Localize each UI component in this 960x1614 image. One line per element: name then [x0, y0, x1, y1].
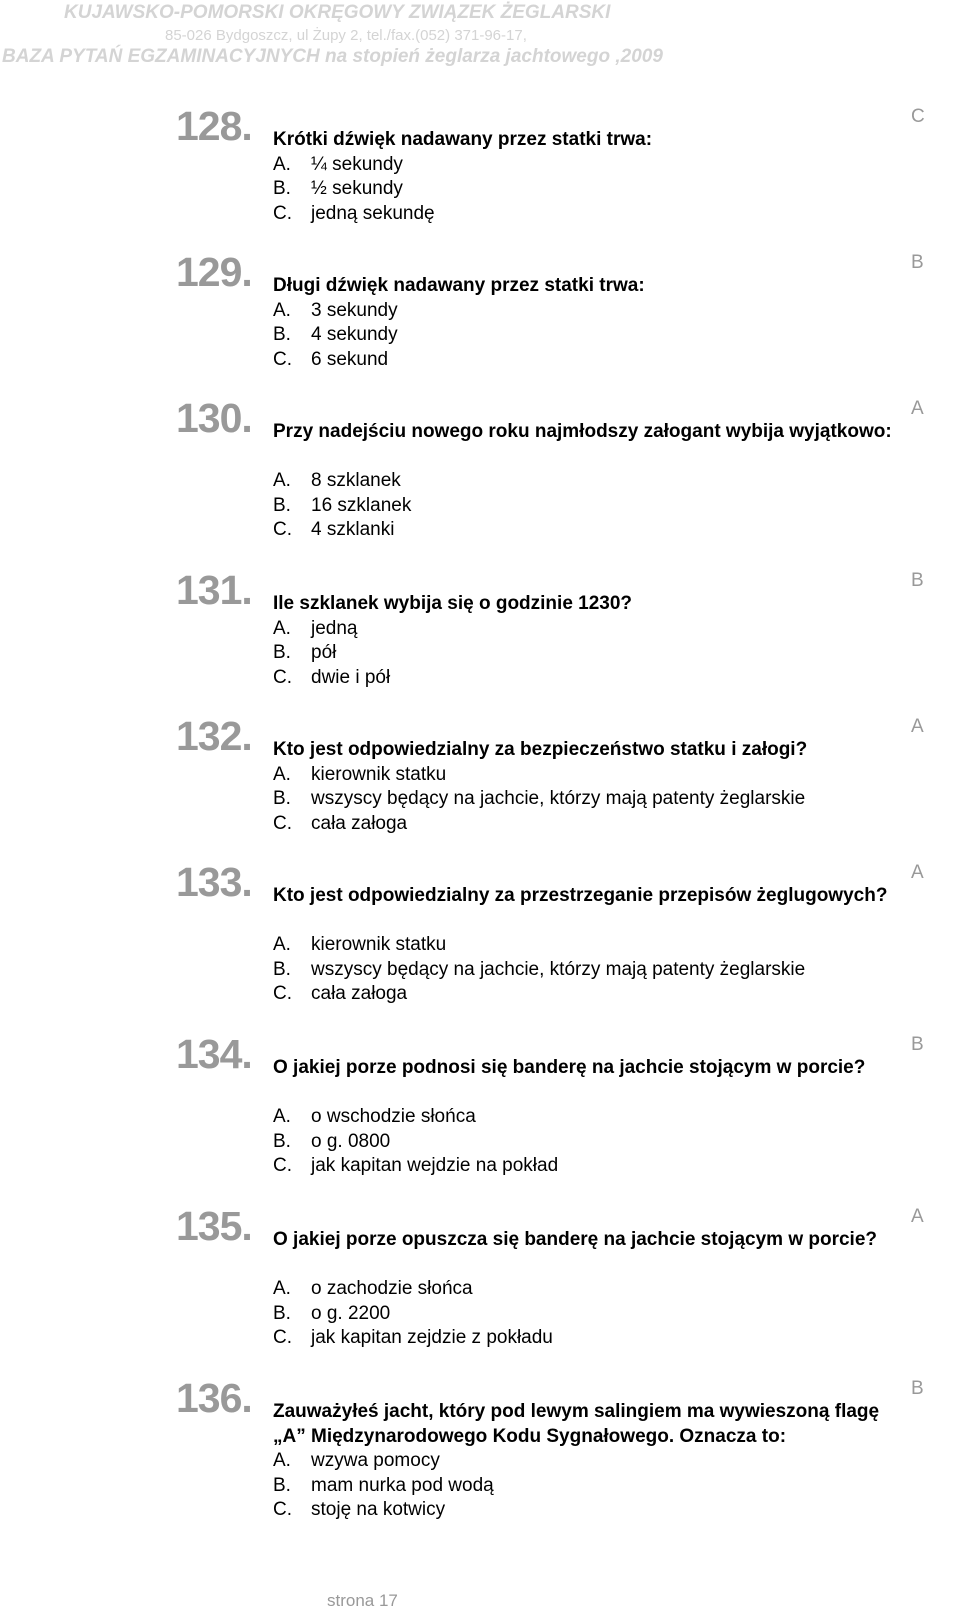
- option-text: cała załoga: [311, 983, 408, 1004]
- question-number: 134.: [176, 1031, 252, 1077]
- answer-option: [273, 153, 435, 178]
- option-text: pół: [311, 642, 337, 663]
- option-text: cała załoga: [311, 812, 408, 834]
- option-letter: C.: [273, 666, 292, 688]
- answer-options: [273, 153, 435, 227]
- question-text: Przy nadejściu nowego roku najmłodszy załogant wybija wyjątkowo:: [273, 421, 892, 442]
- option-text: wszyscy będący na jachcie, którzy mają patenty żeglarskie: [311, 958, 806, 980]
- option-letter: B.: [273, 494, 291, 516]
- answer-option: [273, 666, 390, 691]
- question-number: 128.: [176, 103, 252, 149]
- header-subtitle: BAZA PYTAŃ EGZAMINACYJNYCH na stopień żeglarza jachtowego ‚2009: [2, 46, 663, 67]
- answer-options: [273, 1449, 494, 1523]
- answer-key: B: [911, 1378, 924, 1399]
- option-letter: A.: [273, 1106, 291, 1127]
- question-number: 130.: [176, 395, 252, 441]
- question-number: 129.: [176, 249, 252, 295]
- question-text: Krótki dźwięk nadawany przez statki trwa:: [273, 129, 653, 150]
- answer-option: [273, 177, 435, 202]
- option-letter: C.: [273, 983, 292, 1004]
- option-text: 4 szklanki: [311, 519, 395, 540]
- option-text: jedną sekundę: [311, 202, 435, 224]
- option-letter: A.: [273, 153, 291, 175]
- answer-options: [273, 1105, 558, 1179]
- option-text: jedną: [311, 617, 358, 639]
- option-letter: C.: [273, 348, 292, 370]
- question-number: 135.: [176, 1203, 252, 1249]
- option-letter: A.: [273, 934, 291, 955]
- answer-option: [273, 1277, 553, 1302]
- answer-options: [273, 1277, 553, 1351]
- answer-key: A: [911, 862, 924, 883]
- option-text: kierownik statku: [311, 934, 447, 955]
- answer-option: [273, 299, 398, 324]
- option-text: o g. 2200: [311, 1302, 391, 1324]
- option-text: jak kapitan zejdzie z pokładu: [311, 1327, 553, 1348]
- answer-option: [273, 787, 805, 812]
- answer-key: B: [911, 252, 924, 273]
- answer-option: [273, 1302, 553, 1327]
- answer-option: [273, 812, 805, 837]
- option-letter: B.: [273, 1302, 291, 1324]
- option-letter: A.: [273, 1450, 291, 1471]
- option-letter: B.: [273, 1474, 291, 1496]
- question-number: 132.: [176, 713, 252, 759]
- answer-key: C: [911, 106, 925, 127]
- question-text: O jakiej porze podnosi się banderę na jachcie stojącym w porcie?: [273, 1057, 866, 1078]
- answer-options: [273, 299, 398, 373]
- answer-option: [273, 202, 435, 227]
- answer-option: [273, 1474, 494, 1499]
- option-letter: B.: [273, 178, 291, 199]
- option-text: wszyscy będący na jachcie, którzy mają patenty żeglarskie: [311, 788, 806, 809]
- option-letter: C.: [273, 519, 292, 540]
- answer-key: A: [911, 398, 924, 419]
- answer-option: [273, 348, 398, 373]
- option-letter: B.: [273, 1130, 291, 1152]
- answer-options: [273, 933, 805, 1007]
- answer-key: A: [911, 716, 924, 737]
- option-text: mam nurka pod wodą: [311, 1474, 494, 1496]
- answer-options: [273, 617, 390, 691]
- option-text: wzywa pomocy: [311, 1450, 440, 1471]
- answer-option: [273, 1449, 494, 1474]
- option-text: o zachodzie słońca: [311, 1278, 473, 1299]
- option-letter: C.: [273, 812, 292, 834]
- question-number: 131.: [176, 567, 252, 613]
- question-text: Ile szklanek wybija się o godzinie 1230?: [273, 593, 633, 614]
- answer-option: [273, 1326, 553, 1351]
- answer-option: [273, 1498, 494, 1523]
- answer-option: [273, 617, 390, 642]
- answer-option: [273, 982, 805, 1007]
- option-text: 6 sekund: [311, 348, 389, 370]
- question-number: 133.: [176, 859, 252, 905]
- option-text: 8 szklanek: [311, 470, 401, 491]
- option-text: 3 sekundy: [311, 299, 398, 321]
- page-number: strona 17: [327, 1591, 398, 1610]
- option-letter: B.: [273, 642, 291, 663]
- answer-option: [273, 323, 398, 348]
- option-text: ½ sekundy: [311, 178, 403, 199]
- answer-option: [273, 1130, 558, 1155]
- option-text: dwie i pół: [311, 666, 391, 688]
- answer-option: [273, 641, 390, 666]
- option-text: 4 sekundy: [311, 324, 398, 345]
- question-text: Kto jest odpowiedzialny za przestrzeganie przepisów żeglugowych?: [273, 885, 888, 906]
- option-text: kierownik statku: [311, 763, 447, 785]
- option-text: ¼ sekundy: [311, 153, 403, 175]
- option-letter: C.: [273, 202, 292, 224]
- answer-option: [273, 933, 805, 958]
- option-letter: A.: [273, 1278, 291, 1299]
- option-text: o wschodzie słońca: [311, 1106, 476, 1127]
- answer-option: [273, 518, 411, 543]
- answer-option: [273, 494, 411, 519]
- question-text: Kto jest odpowiedzialny za bezpieczeństwo statku i załogi?: [273, 739, 808, 760]
- option-letter: C.: [273, 1327, 292, 1348]
- answer-option: [273, 958, 805, 983]
- option-letter: B.: [273, 958, 291, 980]
- question-text: O jakiej porze opuszcza się banderę na jachcie stojącym w porcie?: [273, 1229, 878, 1250]
- question-text: Długi dźwięk nadawany przez statki trwa:: [273, 275, 645, 296]
- answer-key: A: [911, 1206, 924, 1227]
- answer-option: [273, 469, 411, 494]
- option-letter: A.: [273, 617, 291, 639]
- question-text: Zauważyłeś jacht, który pod lewym salingiem ma wywieszoną flagę „A” Międzynarodowego Kodu Sygnałowego. Oznacza to:: [273, 1401, 880, 1447]
- header-address: 85-026 Bydgoszcz, ul Żupy 2, tel./fax.(052) 371-96-17,: [165, 27, 527, 44]
- option-letter: B.: [273, 788, 291, 809]
- question-number: 136.: [176, 1375, 252, 1421]
- answer-option: [273, 1105, 558, 1130]
- header-title: KUJAWSKO-POMORSKI OKRĘGOWY ZWIĄZEK ŻEGLARSKI: [64, 2, 611, 23]
- option-letter: A.: [273, 763, 291, 785]
- answer-option: [273, 763, 805, 788]
- option-text: stoję na kotwicy: [311, 1499, 446, 1520]
- option-letter: A.: [273, 299, 291, 321]
- answer-key: B: [911, 570, 924, 591]
- answer-options: [273, 763, 805, 837]
- option-letter: C.: [273, 1155, 292, 1176]
- answer-option: [273, 1154, 558, 1179]
- answer-key: B: [911, 1034, 924, 1055]
- option-text: jak kapitan wejdzie na pokład: [311, 1155, 559, 1176]
- option-letter: A.: [273, 470, 291, 491]
- answer-options: [273, 469, 411, 543]
- option-text: o g. 0800: [311, 1130, 391, 1152]
- option-letter: B.: [273, 324, 291, 345]
- option-letter: C.: [273, 1499, 292, 1520]
- option-text: 16 szklanek: [311, 494, 412, 516]
